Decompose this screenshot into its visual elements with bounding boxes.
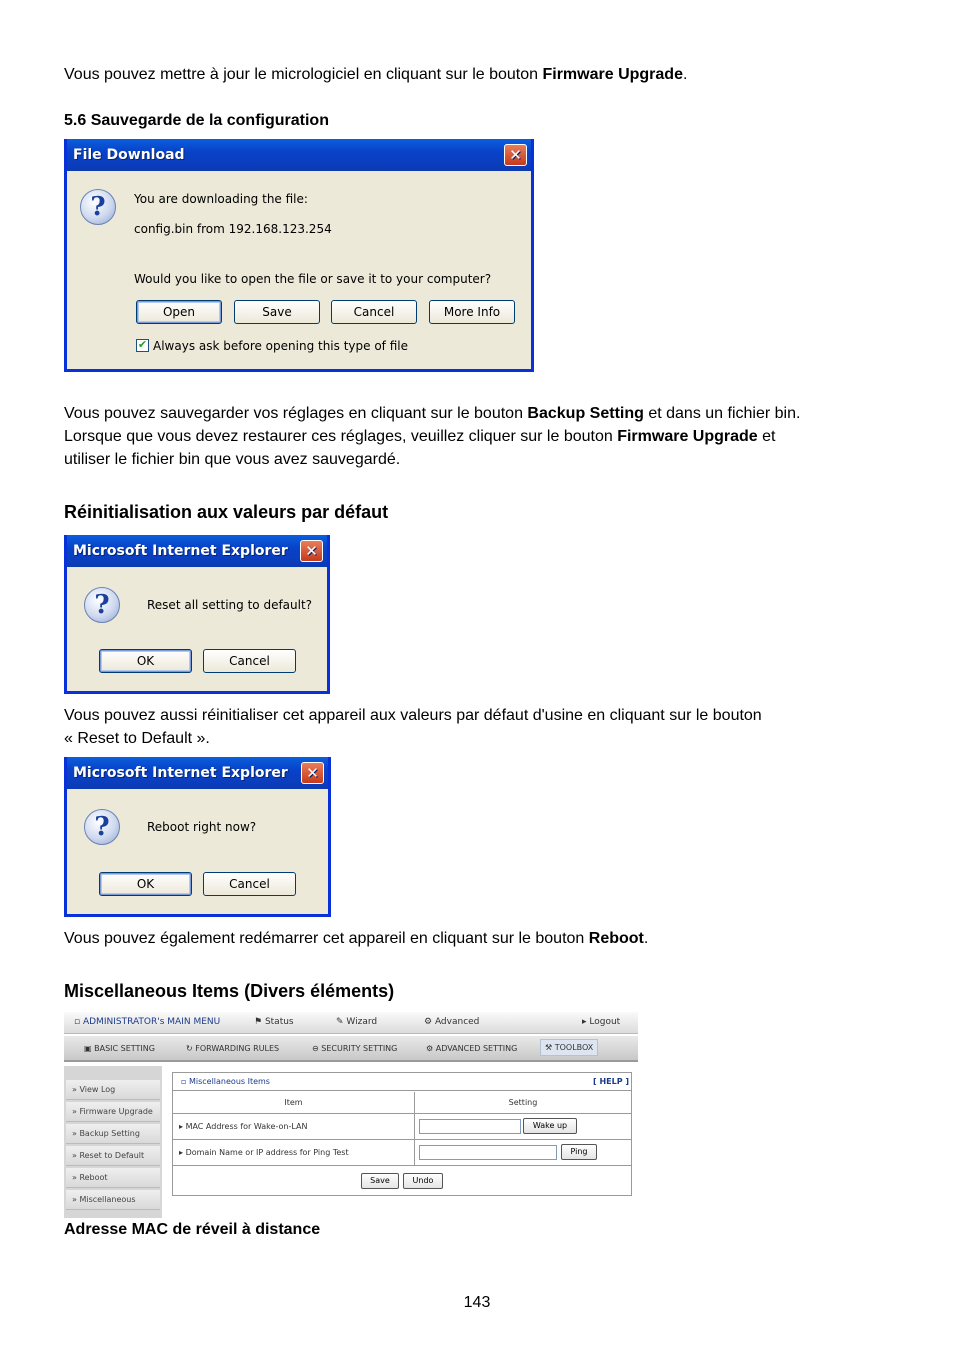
reset-text-2: « Reset to Default ». [64,730,210,747]
panel-title: ▫ Miscellaneous Items [181,1077,270,1086]
reset-section-title: Réinitialisation aux valeurs par défaut [64,502,389,522]
reset-paragraph [64,704,924,750]
backup-text-1: Vous pouvez sauvegarder vos réglages en cliquant sur le bouton [64,405,528,422]
sidebar-item-miscellaneous[interactable]: » Miscellaneous [66,1190,160,1210]
ok-button[interactable]: OK [99,649,192,673]
intro-bold: Firmware Upgrade [542,66,683,83]
panel-header [173,1073,631,1091]
reboot-bold: Reboot [588,930,644,947]
router-sidebar [64,1066,162,1218]
misc-section-title: Miscellaneous Items (Divers éléments) [64,981,395,1001]
backup-bold-1: Backup Setting [527,405,644,422]
dialog-line2: config.bin from 192.168.123.254 [134,222,332,236]
open-button[interactable]: Open [136,300,222,324]
row-wol-setting [415,1114,631,1140]
question-icon: ? [84,587,120,623]
intro-end: . [682,66,688,83]
reboot-dialog-title: Microsoft Internet Explorer [73,765,288,781]
cancel-button[interactable]: Cancel [331,300,417,324]
intro-paragraph [64,63,687,86]
reset-dialog-title: Microsoft Internet Explorer [73,543,288,559]
sidebar-item-view-log[interactable]: » View Log [66,1080,160,1100]
wake-up-button[interactable]: Wake up [523,1118,577,1134]
status-link[interactable]: ⚑ Status [254,1017,294,1027]
backup-text-2: et dans un fichier bin. [643,405,801,422]
save-button[interactable]: Save [361,1173,399,1189]
file-download-dialog [64,139,534,372]
always-ask-checkbox[interactable]: ✔ [137,339,148,351]
mac-address-input[interactable] [419,1119,521,1134]
reset-dialog-message: Reset all setting to default? [147,598,313,612]
ping-host-input[interactable] [419,1145,557,1160]
dialog-titlebar [67,139,531,171]
nav-toolbox[interactable]: ⚒ TOOLBOX [540,1039,598,1056]
dialog-line1: You are downloading the file: [134,192,308,206]
reboot-dialog-message: Reboot right now? [147,820,257,834]
dialog-question: Would you like to open the file or save it to your computer? [134,272,492,286]
logout-link[interactable]: ▸ Logout [582,1017,621,1027]
wizard-link[interactable]: ✎ Wizard [336,1017,378,1027]
reset-text-1: Vous pouvez aussi réinitialiser cet appareil aux valeurs par défaut d'usine en cliquant sur le bouton [64,707,762,724]
reboot-text: Vous pouvez également redémarrer cet appareil en cliquant sur le bouton [64,930,589,947]
mac-heading: Adresse MAC de réveil à distance [64,1221,321,1238]
sidebar-item-backup-setting[interactable]: » Backup Setting [66,1124,160,1144]
dialog-title: File Download [73,147,185,163]
router-navbar [64,1036,638,1062]
advanced-link[interactable]: ⚙ Advanced [424,1017,480,1027]
reboot-end: . [643,930,649,947]
sidebar-item-reboot[interactable]: » Reboot [66,1168,160,1188]
question-icon: ? [80,189,116,225]
backup-paragraph [64,402,924,471]
col-item-header: Item [173,1092,415,1114]
intro-text: Vous pouvez mettre à jour le micrologiciel en cliquant sur le bouton [64,66,543,83]
close-icon[interactable]: ✕ [300,540,323,562]
cancel-button[interactable]: Cancel [203,649,296,673]
row-ping-setting [415,1140,631,1166]
reboot-dialog-titlebar [67,757,328,789]
nav-basic-setting[interactable]: ▣ BASIC SETTING [84,1044,155,1053]
main-menu-link[interactable]: ▫ ADMINISTRATOR's MAIN MENU [74,1017,221,1027]
backup-bold-2: Firmware Upgrade [617,428,758,445]
router-admin-screenshot [64,1012,638,1218]
reboot-paragraph [64,927,648,950]
cancel-button[interactable]: Cancel [203,872,296,896]
ok-button[interactable]: OK [99,872,192,896]
nav-forwarding-rules[interactable]: ↻ FORWARDING RULES [186,1044,280,1053]
reset-dialog [64,535,330,694]
close-icon[interactable]: ✕ [504,144,527,166]
nav-security-setting[interactable]: ⊖ SECURITY SETTING [312,1044,398,1053]
row-ping-label: ▸ Domain Name or IP address for Ping Test [173,1140,415,1166]
more-info-button[interactable]: More Info [429,300,515,324]
page-number: 143 [463,1294,491,1311]
ping-button[interactable]: Ping [561,1144,597,1160]
sidebar-item-reset-to-default[interactable]: » Reset to Default [66,1146,160,1166]
reset-dialog-titlebar [67,535,327,567]
nav-advanced-setting[interactable]: ⚙ ADVANCED SETTING [426,1044,518,1053]
backup-text-5: utiliser le fichier bin que vous avez sauvegardé. [64,451,401,468]
row-wol-label: ▸ MAC Address for Wake-on-LAN [173,1114,415,1140]
save-button[interactable]: Save [234,300,320,324]
misc-items-panel [172,1072,632,1196]
undo-button[interactable]: Undo [403,1173,443,1189]
backup-text-4: et [757,428,776,445]
close-icon[interactable]: ✕ [301,762,324,784]
router-topbar [64,1012,638,1034]
sidebar-item-firmware-upgrade[interactable]: » Firmware Upgrade [66,1102,160,1122]
help-link[interactable]: [ HELP ] [593,1077,630,1086]
question-icon: ? [84,809,120,845]
backup-text-3: Lorsque que vous devez restaurer ces réglages, veuillez cliquer sur le bouton [64,428,618,445]
col-setting-header: Setting [415,1092,631,1114]
section-title-5-6: 5.6 Sauvegarde de la configuration [64,112,329,129]
always-ask-label: Always ask before opening this type of file [153,339,408,353]
reboot-dialog [64,757,331,917]
